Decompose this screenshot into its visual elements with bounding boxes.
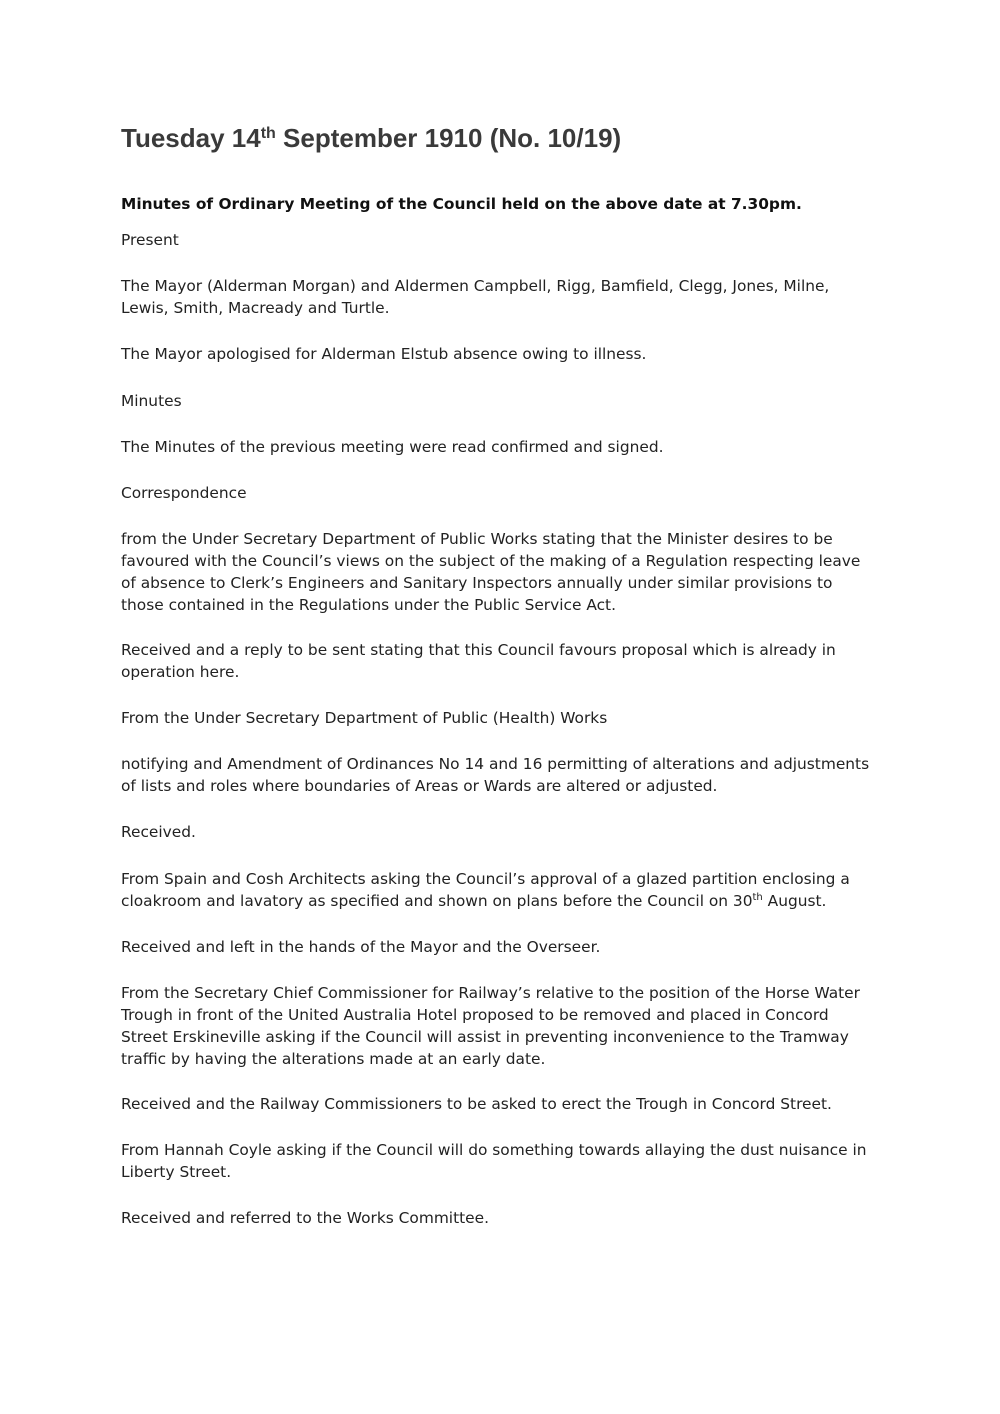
text-line: those contained in the Regulations under the Public Service Act. xyxy=(121,596,616,614)
title-rest: September 1910 (No. 10/19) xyxy=(275,123,622,153)
paragraph-reply xyxy=(121,639,891,683)
text-line: Received and left in the hands of the Mayor and the Overseer. xyxy=(121,938,601,956)
title-ordinal-suffix: th xyxy=(260,125,276,143)
text-line: Received. xyxy=(121,823,196,841)
ordinal-suffix: th xyxy=(752,892,763,903)
text-line: Street Erskineville asking if the Council will assist in preventing inconvenience to the Tramway xyxy=(121,1028,849,1046)
text-line: Present xyxy=(121,231,179,249)
paragraph-works-committee xyxy=(121,1207,891,1229)
paragraph-health-works xyxy=(121,707,891,729)
paragraph-public-works xyxy=(121,528,891,616)
paragraph-minutes-heading xyxy=(121,390,891,412)
text-line: Liberty Street. xyxy=(121,1163,232,1181)
paragraph-overseer xyxy=(121,936,891,958)
paragraph-present xyxy=(121,229,891,251)
text-line: notifying and Amendment of Ordinances No 14 and 16 permitting of alterations and adjustments xyxy=(121,755,870,773)
text-line: The Mayor (Alderman Morgan) and Aldermen Campbell, Rigg, Bamfield, Clegg, Jones, Milne, xyxy=(121,277,830,295)
paragraph-minutes xyxy=(121,436,891,458)
text-line: Received and referred to the Works Committee. xyxy=(121,1209,489,1227)
paragraph-trough xyxy=(121,1093,891,1115)
paragraph-apology xyxy=(121,343,891,365)
text-line: Trough in front of the United Australia Hotel proposed to be removed and placed in Concord xyxy=(121,1006,829,1024)
text-line: Minutes xyxy=(121,392,182,410)
text-line: From Spain and Cosh Architects asking the Council’s approval of a glazed partition enclosing a xyxy=(121,870,850,888)
paragraph-correspondence-heading xyxy=(121,482,891,504)
paragraph-dust-nuisance xyxy=(121,1139,891,1183)
text-line: operation here. xyxy=(121,663,240,681)
text-line: favoured with the Council’s views on the subject of the making of a Regulation respecting leave xyxy=(121,552,861,570)
paragraph-railways xyxy=(121,982,891,1070)
text-line xyxy=(121,890,891,912)
paragraph-received xyxy=(121,821,891,843)
text-line: From the Secretary Chief Commissioner for Railway’s relative to the position of the Horse Water xyxy=(121,984,860,1002)
text-line: of lists and roles where boundaries of Areas or Wards are altered or adjusted. xyxy=(121,777,718,795)
text-line: Lewis, Smith, Macready and Turtle. xyxy=(121,299,390,317)
text-segment: August. xyxy=(762,892,827,910)
text-line: of absence to Clerk’s Engineers and Sanitary Inspectors annually under similar provisions to xyxy=(121,574,833,592)
text-line: Correspondence xyxy=(121,484,247,502)
paragraph-ordinances xyxy=(121,753,891,797)
text-line: The Mayor apologised for Alderman Elstub absence owing to illness. xyxy=(121,345,647,363)
text-line: The Minutes of the previous meeting were read confirmed and signed. xyxy=(121,438,664,456)
text-line: From the Under Secretary Department of Public (Health) Works xyxy=(121,709,608,727)
text-segment: cloakroom and lavatory as specified and shown on plans before the Council on 30 xyxy=(121,892,753,910)
text-line: from the Under Secretary Department of Public Works stating that the Minister desires to be xyxy=(121,530,833,548)
page-title xyxy=(121,121,621,155)
text-line: traffic by having the alterations made at an early date. xyxy=(121,1050,546,1068)
text-line: Received and a reply to be sent stating that this Council favours proposal which is already in xyxy=(121,641,836,659)
meeting-heading: Minutes of Ordinary Meeting of the Council held on the above date at 7.30pm. xyxy=(121,195,802,213)
paragraph-attendees xyxy=(121,275,891,319)
text-line: From Hannah Coyle asking if the Council will do something towards allaying the dust nuisance in xyxy=(121,1141,867,1159)
text-line: Received and the Railway Commissioners to be asked to erect the Trough in Concord Street. xyxy=(121,1095,832,1113)
title-date: Tuesday 14 xyxy=(121,123,261,153)
paragraph-architects xyxy=(121,868,891,912)
